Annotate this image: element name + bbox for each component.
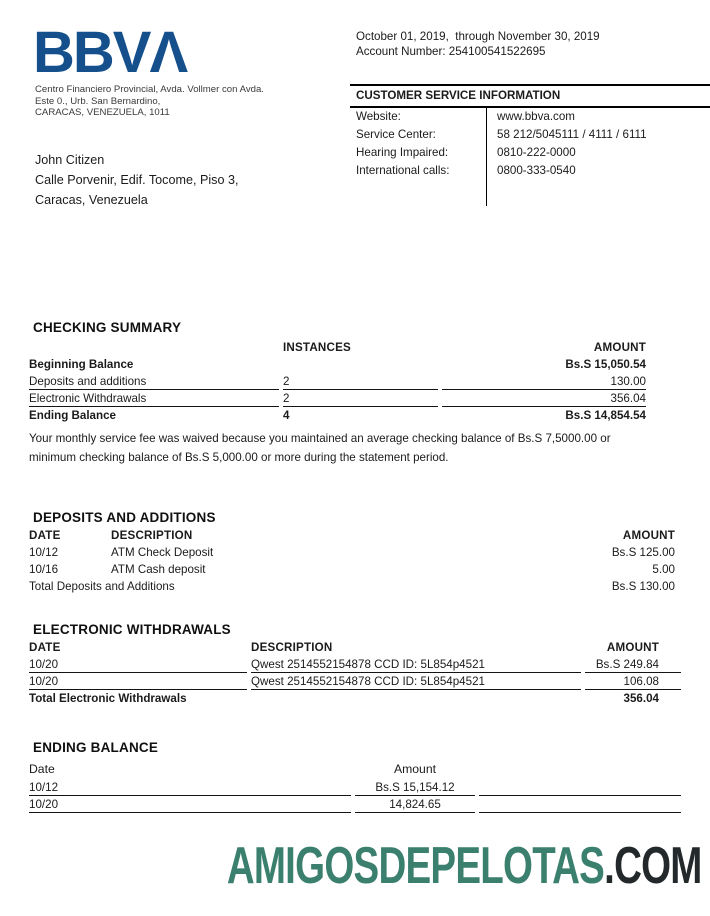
csi-divider-extension (350, 180, 710, 206)
ending-balance-row: 10/12 Bs.S 15,154.12 (29, 779, 681, 796)
branch-address-line: Centro Financiero Provincial, Avda. Vollmer con Avda. (35, 84, 264, 95)
csi-label: Service Center: (356, 128, 436, 141)
branch-address (35, 84, 264, 119)
ending-balance-row: 10/20 14,824.65 (29, 796, 681, 813)
ending-balance-section (25, 740, 685, 813)
account-number: Account Number: 254100541522695 (356, 45, 546, 58)
deposits-table (25, 527, 685, 595)
csi-value: 0810-222-0000 (486, 144, 710, 162)
customer-address (35, 150, 238, 210)
statement-period: October 01, 2019, through November 30, 2019 (356, 30, 600, 43)
withdrawals-header-row (29, 639, 681, 656)
deposits-total-amount: Bs.S 130.00 (611, 580, 675, 593)
deposits-header-row (29, 527, 681, 544)
csi-row (350, 108, 710, 126)
summary-row-withdrawals: Electronic Withdrawals 2 356.04 (29, 390, 646, 407)
csi-row (350, 162, 710, 180)
withdrawal-row: 10/20 Qwest 2514552154878 CCD ID: 5L854p4521 106.08 (29, 673, 681, 690)
col-header-amount: AMOUNT (606, 641, 659, 654)
csi-value: www.bbva.com (486, 108, 710, 126)
watermark (227, 837, 702, 895)
withdrawals-total-label: Total Electronic Withdrawals (29, 692, 187, 705)
csi-row (350, 126, 710, 144)
summary-row-ending-balance: Ending Balance 4 Bs.S 14,854.54 (29, 409, 646, 422)
electronic-withdrawals-section (25, 622, 685, 707)
summary-header-row (29, 339, 646, 356)
customer-address-line: Calle Porvenir, Edif. Tocome, Piso 3, (35, 173, 239, 187)
col-header-description: DESCRIPTION (111, 529, 193, 542)
csi-label: Website: (356, 110, 401, 123)
checking-summary-table (25, 339, 650, 424)
deposit-row: 10/16 ATM Cash deposit 5.00 (29, 563, 675, 576)
customer-address-line: Caracas, Venezuela (35, 193, 148, 207)
col-header-date: Date (29, 762, 55, 776)
ending-balance-table (25, 759, 685, 813)
col-header-amount: Amount (393, 762, 436, 776)
csi-value: 58 212/5045111 / 4111 / 6111 (486, 126, 710, 144)
withdrawals-title: ELECTRONIC WITHDRAWALS (33, 622, 231, 637)
col-header-date: DATE (29, 529, 61, 542)
watermark-main-text: AMIGOSDEPELOTAS (227, 837, 605, 895)
ending-balance-title: ENDING BALANCE (33, 740, 159, 755)
csi-label: Hearing Impaired: (356, 146, 449, 159)
col-header-amount: AMOUNT (593, 341, 646, 354)
withdrawals-total-amount: 356.04 (623, 692, 659, 705)
withdrawals-table (25, 639, 685, 707)
deposits-section (25, 510, 685, 595)
customer-service-info-table (350, 84, 710, 206)
service-fee-note: Your monthly service fee was waived because you maintained an average checking balance of Bs.S 7,5000.00 or minimum checking balance of Bs.S 5,000.00 or more during the statement period. (29, 432, 611, 464)
branch-address-line: CARACAS, VENEZUELA, 1011 (35, 107, 170, 119)
statement-header-right (350, 30, 710, 177)
customer-name: John Citizen (35, 153, 105, 167)
col-header-description: DESCRIPTION (251, 641, 333, 654)
checking-summary-section (25, 320, 685, 467)
deposits-title: DEPOSITS AND ADDITIONS (33, 510, 216, 525)
summary-row-deposits: Deposits and additions 2 130.00 (29, 373, 646, 390)
csi-label: International calls: (356, 164, 450, 177)
checking-summary-title: CHECKING SUMMARY (33, 320, 182, 335)
branch-address-line: Este 0., Urb. San Bernardino, (35, 95, 161, 107)
withdrawal-row: 10/20 Qwest 2514552154878 CCD ID: 5L854p4521 Bs.S 249.84 (29, 656, 681, 673)
bbva-logo: BBVΛ (33, 20, 187, 85)
summary-row-beginning-balance: Beginning Balance Bs.S 15,050.54 (29, 358, 646, 371)
deposit-row: 10/12 ATM Check Deposit Bs.S 125.00 (29, 546, 675, 559)
ending-balance-header-row (29, 759, 681, 779)
csi-value: 0800-333-0540 (486, 162, 710, 180)
deposits-total-row (29, 578, 681, 595)
deposits-total-label: Total Deposits and Additions (29, 580, 175, 593)
col-header-instances: INSTANCES (283, 341, 351, 354)
customer-service-info-title: CUSTOMER SERVICE INFORMATION (350, 86, 710, 108)
col-header-date: DATE (29, 641, 61, 654)
col-header-amount: AMOUNT (622, 529, 675, 542)
withdrawals-total-row (29, 690, 681, 707)
watermark-suffix-text: .COM (604, 837, 702, 895)
csi-row (350, 144, 710, 162)
